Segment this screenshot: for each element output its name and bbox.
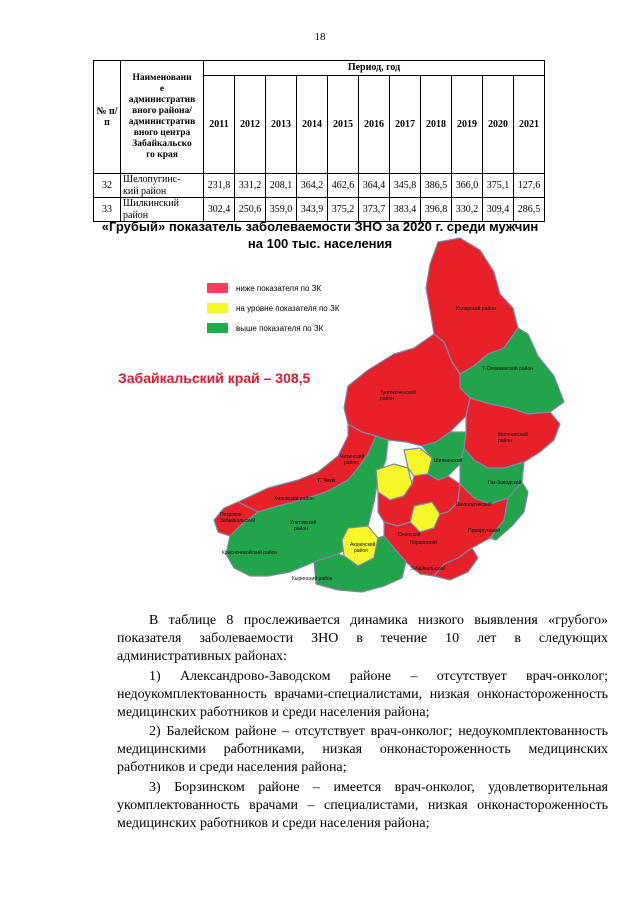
cell-value: 250,6: [235, 198, 266, 222]
paragraph-item-3: 3) Борзинском районе – имеется врач-онколог, удовлетворительная укомплектованность врачами – специалистами, низкая онконастороженность медицинских работников и среди населения района;: [117, 780, 608, 831]
cell-value: 375,1: [483, 174, 514, 198]
cell-value: 396,8: [421, 198, 452, 222]
label-shelopuginsky: Шелопугинский: [456, 502, 492, 508]
col-name-header: [121, 61, 204, 174]
legend-swatch-above: [207, 323, 228, 333]
cell-value: 359,0: [266, 198, 297, 222]
year-header: 2015: [328, 76, 359, 174]
label-mogochinsky-2: район: [498, 438, 512, 444]
row-number: 32: [94, 174, 121, 198]
map-legend: [207, 278, 339, 338]
legend-item-below: [207, 278, 339, 298]
row-region-name-line: Шилкинский: [123, 198, 179, 209]
cell-value: 364,4: [359, 174, 390, 198]
legend-swatch-below: [207, 283, 228, 293]
col-name-line: го края: [146, 149, 178, 160]
paragraph-item-1: 1) Александрово-Заводском районе – отсутствует врач-онколог; недоукомплектованность врачами-специалистами, низкая онконастороженность медицинских работников и среди населения района;: [117, 668, 608, 720]
row-region-name: [121, 174, 204, 198]
legend-item-above: [207, 318, 339, 338]
cell-value: 364,2: [297, 174, 328, 198]
cell-value: 231,8: [204, 174, 235, 198]
label-kalarsky: Каларский район: [456, 306, 496, 312]
year-header: 2016: [359, 76, 390, 174]
cell-value: 462,6: [328, 174, 359, 198]
body-text: [117, 612, 608, 835]
page-number: 18: [314, 31, 326, 43]
cell-value: 286,5: [514, 198, 545, 222]
col-num-header: [94, 61, 121, 174]
label-chitinsky-2: район: [344, 460, 358, 466]
label-tungokochensky: Тунгокоченский: [380, 390, 416, 396]
row-region-name: [121, 198, 204, 222]
col-name-line: Забайкальско: [132, 138, 192, 149]
year-header: 2019: [452, 76, 483, 174]
row-region-name-line: кий район: [123, 185, 167, 197]
cell-value: 302,4: [204, 198, 235, 222]
cell-value: 386,5: [421, 174, 452, 198]
label-krasnochikoysky: Красночикойский район: [222, 550, 278, 556]
row-number: 33: [94, 198, 121, 222]
table-row: [94, 198, 545, 222]
legend-label-above: выше показателя по ЗК: [236, 323, 324, 333]
label-uletovsky-2: район: [294, 526, 308, 532]
incidence-table: [93, 60, 545, 222]
col-name-line: административ: [128, 117, 196, 127]
col-name-line: вного центра: [133, 127, 191, 138]
col-name-line: вного района/: [132, 106, 192, 117]
cell-value: 375,2: [328, 198, 359, 222]
label-petrovsk-2: Забайкальский: [220, 518, 255, 524]
label-shilkinsky: Шилкинский: [434, 458, 463, 464]
row-region-name-line: район: [123, 209, 149, 221]
year-header: 2018: [421, 76, 452, 174]
legend-label-equal: на уровне показателя по ЗК: [236, 303, 340, 313]
label-mogochinsky: Могочинский: [498, 432, 528, 438]
label-ononsky: Ононский: [398, 532, 421, 538]
paragraph-item-2: 2) Балейском районе – отсутствует врач-онколог; недоукомплектованность медицинскими работниками, низкая онконастороженность медицинских работников и среди населения района;: [117, 724, 608, 776]
cell-value: 208,1: [266, 174, 297, 198]
label-t-olekminsky: Т-Олекминский район: [482, 366, 533, 372]
legend-swatch-equal: [207, 303, 228, 313]
year-header: 2021: [514, 76, 545, 174]
label-akshinsky: Акшинский: [350, 542, 376, 548]
row-region-name-line: Шелопугинс-: [123, 174, 181, 185]
col-num-label: № п/п: [96, 105, 118, 128]
table-row: [94, 174, 545, 198]
cell-value: 373,7: [359, 198, 390, 222]
map-title-line2: на 100 тыс. населения: [247, 235, 393, 251]
col-name-line: Наименовани: [132, 73, 192, 84]
paragraph-intro: В таблице 8 прослеживается динамика низкого выявления «грубого» показателя заболеваемости ЗНО в течение 10 лет в следующих административных районах:: [117, 613, 608, 664]
cell-value: 331,2: [235, 174, 266, 198]
cell-value: 309,4: [483, 198, 514, 222]
label-chita: Г. Чита: [318, 478, 335, 484]
cell-value: 127,6: [514, 174, 545, 198]
cell-value: 330,2: [452, 198, 483, 222]
cell-value: 343,9: [297, 198, 328, 222]
period-header: Период, год: [204, 61, 545, 76]
map-title-line1: «Грубый» показатель заболеваемости ЗНО за 2020 г. среди мужчин: [101, 219, 539, 234]
label-uletovsky: Улетовский: [290, 520, 317, 526]
col-name-line: е: [159, 84, 165, 95]
year-header: 2013: [266, 76, 297, 174]
label-priargunsky: Приаргунский: [468, 528, 501, 534]
year-header: 2014: [297, 76, 328, 174]
label-chitinsky: Читинский: [340, 454, 365, 460]
krai-value-label: Забайкальский край – 308,5: [118, 370, 311, 386]
legend-label-below: ниже показателя по ЗК: [236, 283, 322, 293]
cell-value: 383,4: [390, 198, 421, 222]
col-name-line: административ: [128, 95, 196, 106]
year-header: 2012: [235, 76, 266, 174]
label-akshinsky-2: район: [354, 548, 368, 554]
label-tungokochensky-2: район: [380, 396, 394, 402]
cell-value: 366,0: [452, 174, 483, 198]
year-header: 2011: [204, 76, 235, 174]
label-borzinsky: Борзинский: [410, 540, 437, 546]
year-header: 2020: [483, 76, 514, 174]
year-header: 2017: [390, 76, 421, 174]
label-hilok: Хилокский район: [274, 496, 314, 502]
label-petrovsk: Петровск-: [220, 512, 244, 518]
cell-value: 345,8: [390, 174, 421, 198]
label-kyrinsky: Кыринский район: [292, 576, 333, 582]
label-gazzavod: Газ-Заводский: [488, 480, 522, 486]
legend-item-equal: [207, 298, 339, 318]
label-zabaikalsky: Забайкальский: [410, 566, 445, 572]
